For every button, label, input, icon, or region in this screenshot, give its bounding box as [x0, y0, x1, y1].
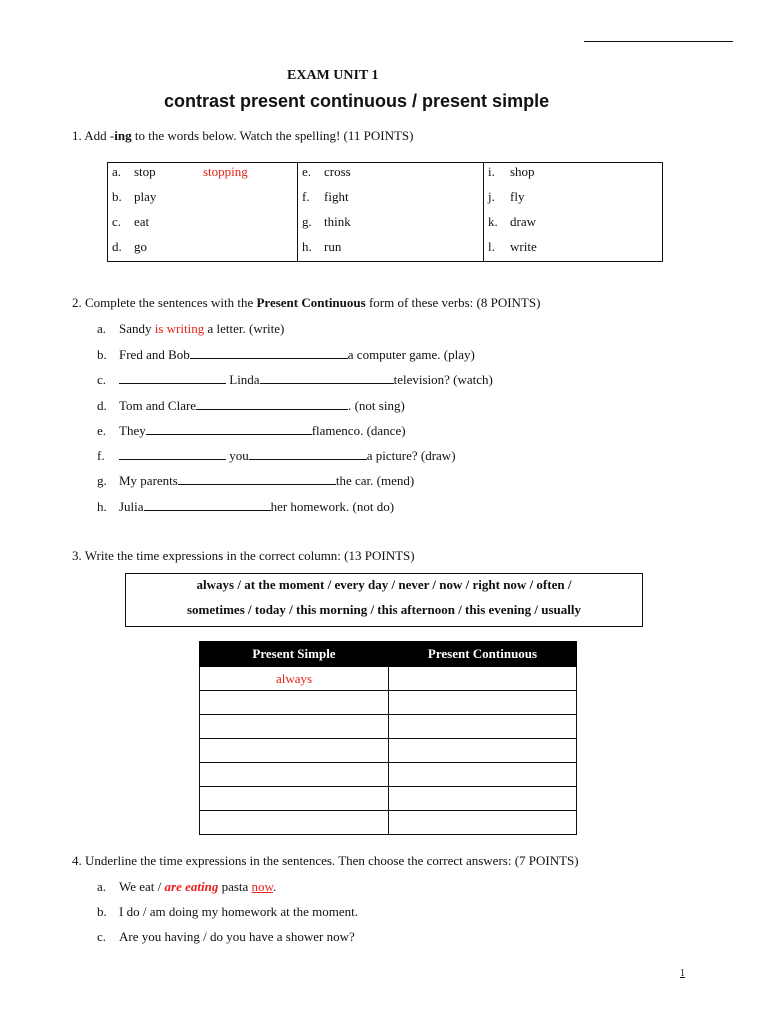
question-3-instruction: 3. Write the time expressions in the correct column: (13 POINTS): [72, 548, 415, 563]
word-item: d. go: [112, 239, 147, 254]
answer-cell[interactable]: [389, 739, 577, 763]
grid-divider: [297, 163, 298, 261]
answer-text: stopping: [203, 164, 248, 179]
word-item: f. fight: [302, 189, 349, 204]
answer-blank[interactable]: [119, 448, 226, 460]
name-line[interactable]: [584, 41, 733, 42]
answer-cell[interactable]: [200, 715, 389, 739]
word-item: l. write: [488, 239, 537, 254]
answer-cell[interactable]: [200, 787, 389, 811]
answer-cell[interactable]: [200, 811, 389, 835]
answer-cell[interactable]: [389, 715, 577, 739]
answer-cell[interactable]: [200, 691, 389, 715]
page-title: contrast present continuous / present simple: [164, 91, 550, 111]
ing-words-grid: [107, 162, 663, 262]
answer-cell[interactable]: [200, 739, 389, 763]
answer-text: are eating: [164, 879, 219, 894]
word-item: i. shop: [488, 164, 535, 179]
answer-cell[interactable]: [200, 763, 389, 787]
answer-text: is writing: [154, 321, 205, 336]
answer-blank[interactable]: [146, 423, 312, 435]
word-item: b. play: [112, 189, 157, 204]
word-item: g. think: [302, 214, 351, 229]
answer-blank[interactable]: [249, 448, 367, 460]
word-item: c. eat: [112, 214, 150, 229]
underlined-time-expression: now: [251, 879, 274, 894]
answer-cell[interactable]: [389, 763, 577, 787]
answer-blank[interactable]: [260, 372, 394, 384]
word-item: a. stop stopping: [112, 164, 248, 179]
exam-unit-heading: EXAM UNIT 1: [287, 68, 379, 83]
answer-cell[interactable]: [389, 787, 577, 811]
time-expressions-box: [125, 573, 643, 627]
answer-cell[interactable]: [389, 811, 577, 835]
answer-cell[interactable]: [389, 691, 577, 715]
answer-blank[interactable]: [144, 499, 271, 511]
question-1-instruction: 1. Add -ing to the words below. Watch the spelling! (11 POINTS): [72, 128, 414, 143]
word-item: h. run: [302, 239, 342, 254]
tense-columns-table: [199, 641, 577, 835]
expressions-line: always / at the moment / every day / never / now / right now / often /: [196, 577, 572, 592]
answer-blank[interactable]: [190, 347, 348, 359]
answer-cell[interactable]: always: [200, 667, 389, 691]
word-item: j. fly: [488, 189, 525, 204]
column-header-present-simple: Present Simple: [200, 642, 389, 667]
answer-blank[interactable]: [119, 372, 226, 384]
column-header-present-continuous: Present Continuous: [389, 642, 577, 667]
answer-blank[interactable]: [178, 473, 336, 485]
page-number: 1: [680, 968, 685, 979]
word-item: k. draw: [488, 214, 536, 229]
question-4-instruction: 4. Underline the time expressions in the sentences. Then choose the correct answers: (7 POINTS): [72, 853, 579, 868]
word-item: e. cross: [302, 164, 351, 179]
grid-divider: [483, 163, 484, 261]
question-2-instruction: 2. Complete the sentences with the Present Continuous form of these verbs: (8 POINTS): [72, 295, 541, 310]
answer-blank[interactable]: [196, 398, 348, 410]
expressions-line: sometimes / today / this morning / this afternoon / this evening / usually: [187, 602, 581, 617]
answer-cell[interactable]: [389, 667, 577, 691]
